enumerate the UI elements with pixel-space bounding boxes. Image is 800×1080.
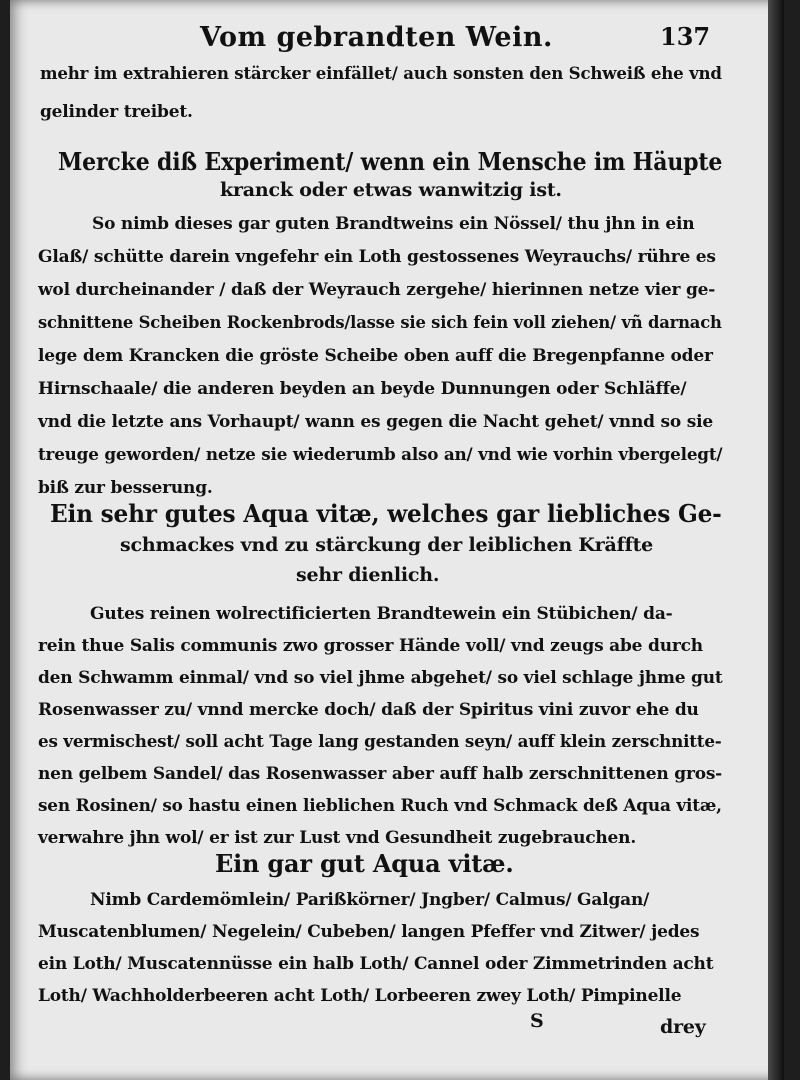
running-title: Vom gebrandten Wein. [200,22,553,53]
text-line: ein Loth/ Muscatennüsse ein halb Loth/ Cannel oder Zimmetrinden acht [38,954,714,974]
running-head [10,22,784,58]
text-line: nen gelbem Sandel/ das Rosenwasser aber auff halb zerschnittenen gros- [38,764,723,784]
text-line: sen Rosinen/ so hastu einen lieblichen Ruch vnd Schmack deß Aqua vitæ, [38,796,722,816]
text-line: den Schwamm einmal/ vnd so viel jhme abgehet/ so viel schlage jhme gut [38,668,723,688]
text-line: Nimb Cardemömlein/ Parißkörner/ Jngber/ Calmus/ Galgan/ [90,890,650,910]
text-line: So nimb dieses gar guten Brandtweins ein Nössel/ thu jhn in ein [92,214,695,234]
scan-dark-edge [768,0,784,1080]
section-heading: schmackes vnd zu stärckung der leiblichen Kräffte [120,534,654,556]
text-line: rein thue Salis communis zwo grosser Hände voll/ vnd zeugs abe durch [38,636,703,656]
section-heading: Ein gar gut Aqua vitæ. [215,849,514,878]
text-line: treuge geworden/ netze sie wiederumb also an/ vnd wie vorhin vbergelegt/ [38,445,723,465]
text-line: Glaß/ schütte darein vngefehr ein Loth gestossenes Weyrauchs/ rühre es [38,247,716,267]
text-line: verwahre jhn wol/ er ist zur Lust vnd Gesundheit zugebrauchen. [38,828,637,848]
text-line: Rosenwasser zu/ vnnd mercke doch/ daß der Spiritus vini zuvor ehe du [38,700,699,720]
text-line: es vermischest/ soll acht Tage lang gestanden seyn/ auff klein zerschnitte- [38,732,722,752]
signature-mark: S [530,1010,544,1032]
book-page [10,0,784,1080]
text-line: mehr im extrahieren stärcker einfället/ auch sonsten den Schweiß ehe vnd [40,64,722,84]
text-line: Gutes reinen wolrectificierten Brandtewein ein Stübichen/ da- [90,604,673,624]
text-line: schnittene Scheiben Rockenbrods/lasse sie sich fein voll ziehen/ vñ darnach [38,313,722,333]
section-heading: kranck oder etwas wanwitzig ist. [220,179,562,201]
section-heading: Ein sehr gutes Aqua vitæ, welches gar liebliches Ge- [50,499,722,528]
catchword: drey [660,1016,706,1038]
text-line: gelinder treibet. [40,102,193,122]
text-line: biß zur besserung. [38,478,213,498]
text-line: wol durcheinander / daß der Weyrauch zergehe/ hierinnen netze vier ge- [38,280,716,300]
text-line: Loth/ Wachholderbeeren acht Loth/ Lorbeeren zwey Loth/ Pimpinelle [38,986,682,1006]
text-line: lege dem Krancken die gröste Scheibe oben auff die Bregenpfanne oder [38,346,713,366]
text-line: Hirnschaale/ die anderen beyden an beyde Dunnungen oder Schläffe/ [38,379,687,399]
text-line: Muscatenblumen/ Negelein/ Cubeben/ langen Pfeffer vnd Zitwer/ jedes [38,922,700,942]
page-number: 137 [660,22,711,51]
section-heading: sehr dienlich. [296,564,440,586]
section-heading: Mercke diß Experiment/ wenn ein Mensche im Häupte [58,147,723,176]
text-line: vnd die letzte ans Vorhaupt/ wann es gegen die Nacht gehet/ vnnd so sie [38,412,714,432]
